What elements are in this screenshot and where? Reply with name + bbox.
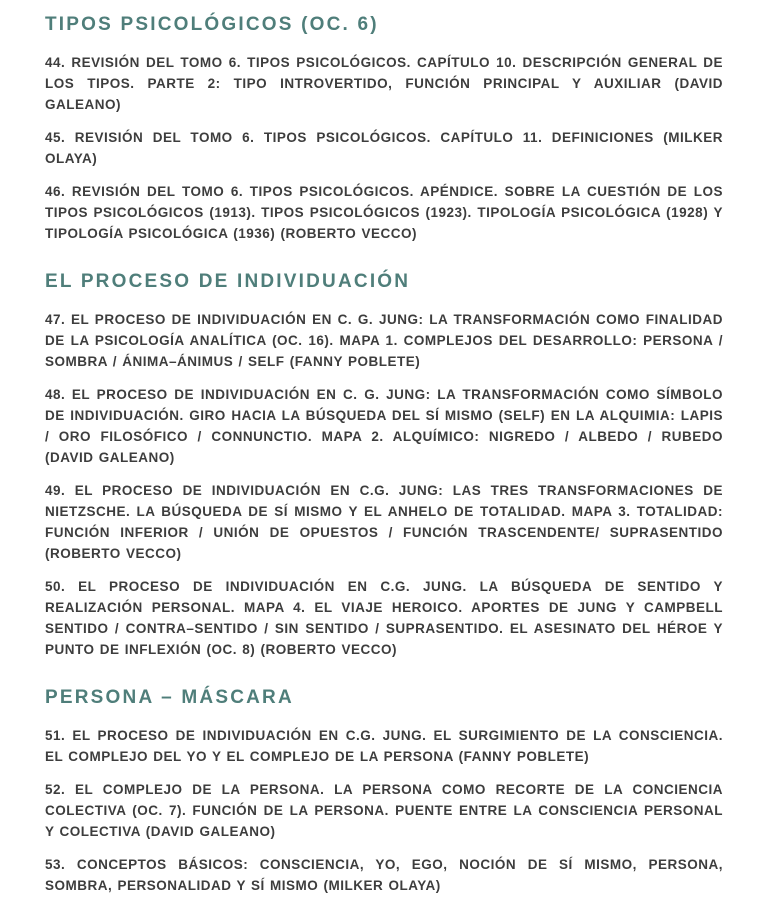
section-tipos-psicologicos [45,13,723,244]
list-item-45: 45. REVISIÓN DEL TOMO 6. TIPOS PSICOLÓGICOS. CAPÍTULO 11. DEFINICIONES (MILKER OLAYA) [45,130,723,166]
section-persona-mascara [45,686,723,896]
list-item-51: 51. EL PROCESO DE INDIVIDUACIÓN EN C.G. JUNG. EL SURGIMIENTO DE LA CONSCIENCIA. EL COMPLEJO DEL YO Y EL COMPLEJO DE LA PERSONA (FANNY POBLETE) [45,728,723,764]
list-item-49: 49. EL PROCESO DE INDIVIDUACIÓN EN C.G. JUNG: LAS TRES TRANSFORMACIONES DE NIETZSCHE. LA BÚSQUEDA DE SÍ MISMO Y EL ANHELO DE TOTALIDAD. MAPA 3. TOTALIDAD: FUNCIÓN INFERIOR / UNIÓN DE OPUESTOS / FUNCIÓN TRASCENDENTE/ SUPRASENTIDO (ROBERTO VECCO) [45,483,723,561]
list-item-52: 52. EL COMPLEJO DE LA PERSONA. LA PERSONA COMO RECORTE DE LA CONCIENCIA COLECTIVA (OC. 7). FUNCIÓN DE LA PERSONA. PUENTE ENTRE LA CONSCIENCIA PERSONAL Y COLECTIVA (DAVID GALEANO) [45,782,723,839]
section-heading: PERSONA – MÁSCARA [45,687,294,708]
list-item-53: 53. CONCEPTOS BÁSICOS: CONSCIENCIA, YO, EGO, NOCIÓN DE SÍ MISMO, PERSONA, SOMBRA, PERSONALIDAD Y SÍ MISMO (MILKER OLAYA) [45,857,723,893]
list-item-50: 50. EL PROCESO DE INDIVIDUACIÓN EN C.G. JUNG. LA BÚSQUEDA DE SENTIDO Y REALIZACIÓN PERSONAL. MAPA 4. EL VIAJE HEROICO. APORTES DE JUNG Y CAMPBELL SENTIDO / CONTRA–SENTIDO / SIN SENTIDO / SUPRASENTIDO. EL ASESINATO DEL HÉROE Y PUNTO DE INFLEXIÓN (OC. 8) (ROBERTO VECCO) [45,579,723,657]
section-heading: EL PROCESO DE INDIVIDUACIÓN [45,271,411,292]
section-heading: TIPOS PSICOLÓGICOS (OC. 6) [45,14,379,35]
list-item-46: 46. REVISIÓN DEL TOMO 6. TIPOS PSICOLÓGICOS. APÉNDICE. SOBRE LA CUESTIÓN DE LOS TIPOS PSICOLÓGICOS (1913). TIPOS PSICOLÓGICOS (1923). TIPOLOGÍA PSICOLÓGICA (1928) Y TIPOLOGÍA PSICOLÓGICA (1936) (ROBERTO VECCO) [45,184,723,241]
list-item-47: 47. EL PROCESO DE INDIVIDUACIÓN EN C. G. JUNG: LA TRANSFORMACIÓN COMO FINALIDAD DE LA PSICOLOGÍA ANALÍTICA (OC. 16). MAPA 1. COMPLEJOS DEL DESARROLLO: PERSONA / SOMBRA / ÁNIMA–ÁNIMUS / SELF (FANNY POBLETE) [45,312,723,369]
section-proceso-individuacion [45,270,723,660]
list-item-48: 48. EL PROCESO DE INDIVIDUACIÓN EN C. G. JUNG: LA TRANSFORMACIÓN COMO SÍMBOLO DE INDIVIDUACIÓN. GIRO HACIA LA BÚSQUEDA DEL SÍ MISMO (SELF) EN LA ALQUIMIA: LAPIS / ORO FILOSÓFICO / CONNUNCTIO. MAPA 2. ALQUÍMICO: NIGREDO / ALBEDO / RUBEDO (DAVID GALEANO) [45,387,723,465]
list-item-44: 44. REVISIÓN DEL TOMO 6. TIPOS PSICOLÓGICOS. CAPÍTULO 10. DESCRIPCIÓN GENERAL DE LOS TIPOS. PARTE 2: TIPO INTROVERTIDO, FUNCIÓN PRINCIPAL Y AUXILIAR (DAVID GALEANO) [45,55,723,112]
